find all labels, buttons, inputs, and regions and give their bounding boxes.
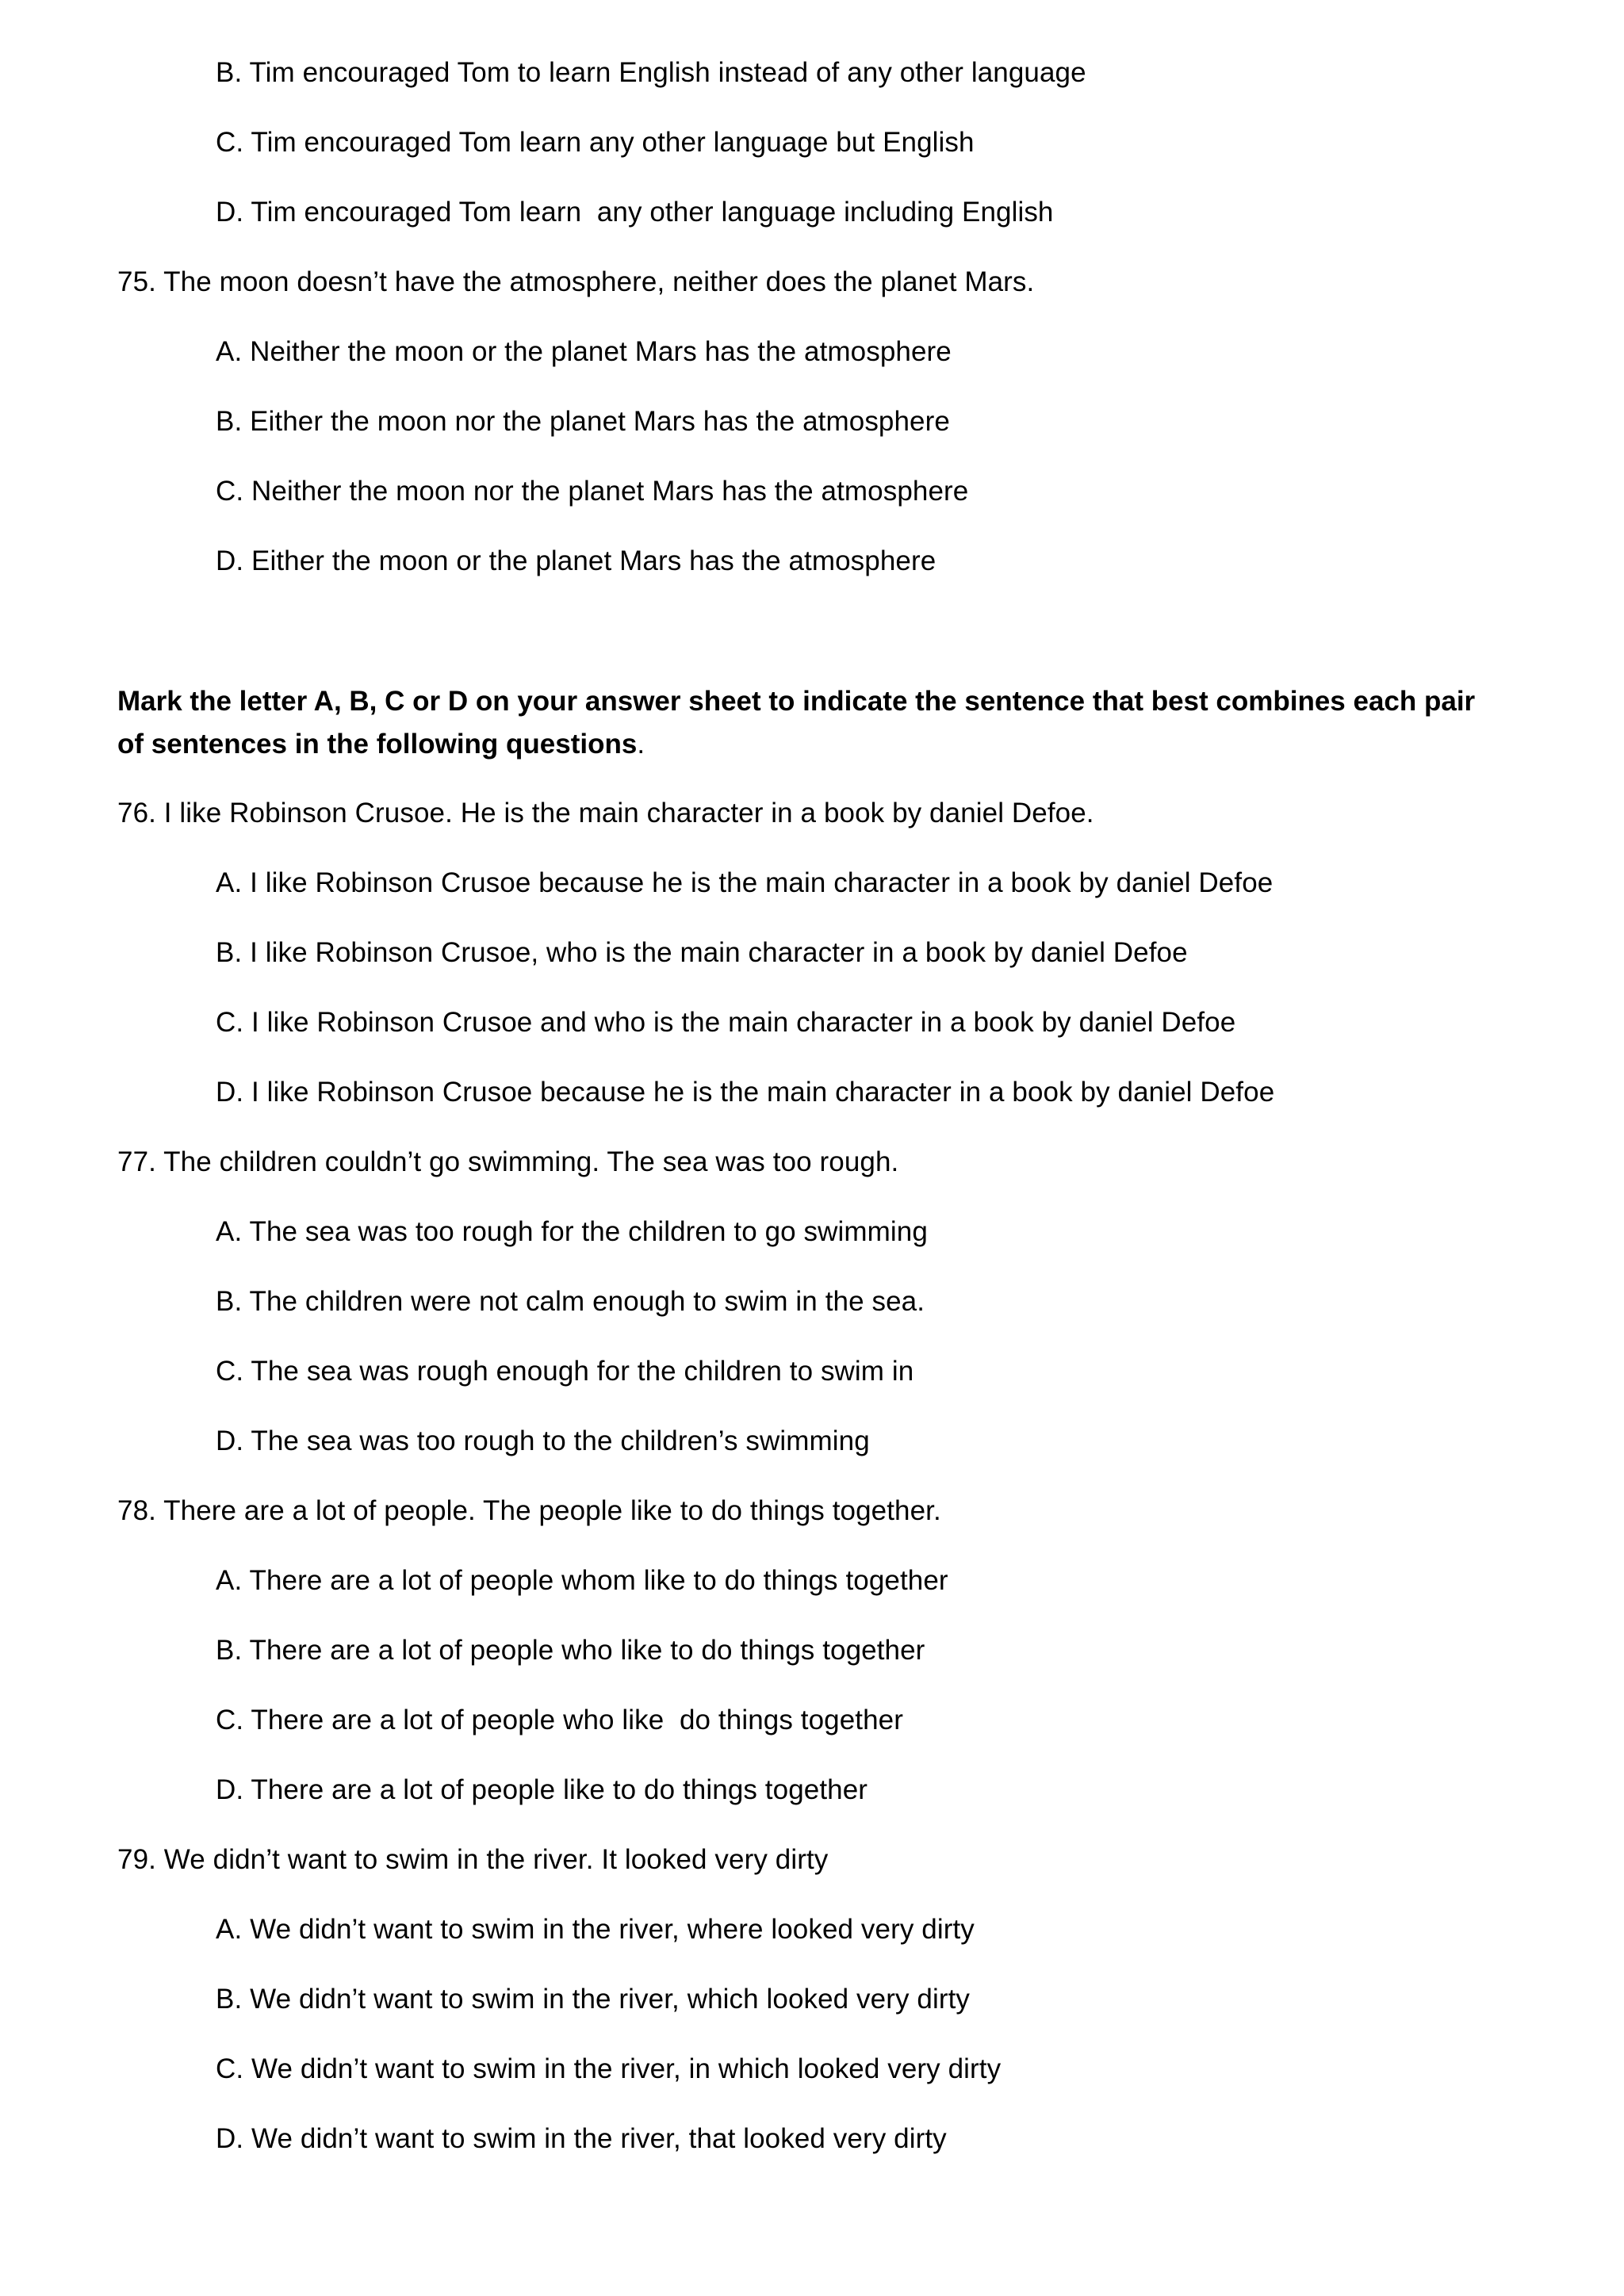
option-78-d: D. There are a lot of people like to do things together — [216, 1774, 868, 1805]
option-76-b: B. I like Robinson Crusoe, who is the main character in a book by daniel Defoe — [216, 937, 1188, 968]
option-79-d: D. We didn’t want to swim in the river, that looked very dirty — [216, 2123, 947, 2154]
option-76-c: C. I like Robinson Crusoe and who is the main character in a book by daniel Defoe — [216, 1007, 1236, 1038]
section-instruction — [117, 680, 1481, 766]
instruction-bold-text: Mark the letter A, B, C or D on your answer sheet to indicate the sentence that best combines each pair of sentences in the following questions — [117, 686, 1476, 760]
option-77-b: B. The children were not calm enough to swim in the sea. — [216, 1286, 925, 1317]
option-79-c: C. We didn’t want to swim in the river, in which looked very dirty — [216, 2053, 1002, 2084]
option-78-b: B. There are a lot of people who like to do things together — [216, 1635, 925, 1666]
option-79-b: B. We didn’t want to swim in the river, which looked very dirty — [216, 1984, 971, 2015]
instruction-tail: . — [637, 729, 645, 760]
question-76-stem: 76. I like Robinson Crusoe. He is the main character in a book by daniel Defoe. — [117, 798, 1094, 828]
option-79-a: A. We didn’t want to swim in the river, where looked very dirty — [216, 1914, 975, 1945]
option-75-c: C. Neither the moon nor the planet Mars has the atmosphere — [216, 476, 969, 507]
option-78-a: A. There are a lot of people whom like to do things together — [216, 1565, 948, 1596]
question-75-stem: 75. The moon doesn’t have the atmosphere, neither does the planet Mars. — [117, 266, 1035, 297]
option-74-c: C. Tim encouraged Tom learn any other language but English — [216, 127, 975, 158]
question-77-stem: 77. The children couldn’t go swimming. The sea was too rough. — [117, 1146, 899, 1177]
option-75-a: A. Neither the moon or the planet Mars has the atmosphere — [216, 336, 952, 367]
option-76-a: A. I like Robinson Crusoe because he is the main character in a book by daniel Defoe — [216, 867, 1274, 898]
option-77-d: D. The sea was too rough to the children’s swimming — [216, 1425, 870, 1456]
option-78-c: C. There are a lot of people who like do things together — [216, 1705, 903, 1735]
option-75-b: B. Either the moon nor the planet Mars has the atmosphere — [216, 406, 950, 437]
option-76-d: D. I like Robinson Crusoe because he is the main character in a book by daniel Defoe — [216, 1077, 1275, 1108]
option-74-d: D. Tim encouraged Tom learn any other language including English — [216, 197, 1054, 228]
option-77-a: A. The sea was too rough for the children to go swimming — [216, 1216, 928, 1247]
option-75-d: D. Either the moon or the planet Mars has the atmosphere — [216, 545, 936, 576]
option-74-b: B. Tim encouraged Tom to learn English instead of any other language — [216, 57, 1086, 88]
question-79-stem: 79. We didn’t want to swim in the river. It looked very dirty — [117, 1844, 829, 1875]
option-77-c: C. The sea was rough enough for the children to swim in — [216, 1356, 914, 1387]
question-78-stem: 78. There are a lot of people. The people like to do things together. — [117, 1495, 941, 1526]
